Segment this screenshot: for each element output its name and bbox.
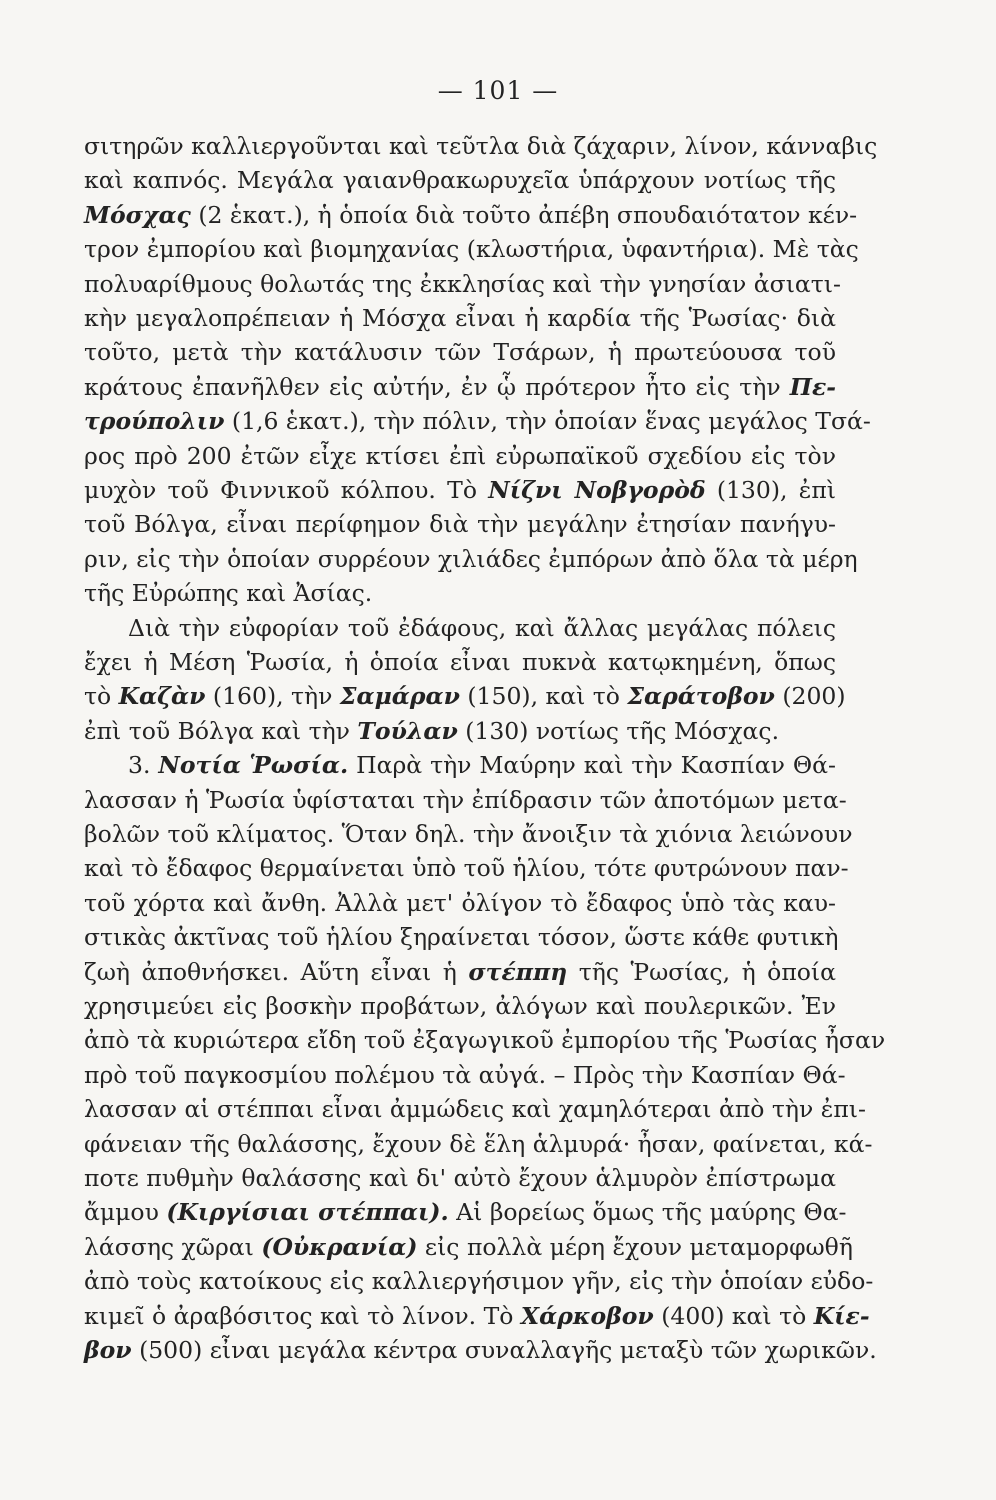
- text-span: ἀπὸ τὰ κυριώτερα εἴδη τοῦ ἐξαγωγικοῦ ἐμπορίου τῆς Ῥωσίας ἦσαν: [84, 1026, 886, 1055]
- text-span: λασσαν αἱ στέππαι εἶναι ἀμμώδεις καὶ χαμηλότεραι ἀπὸ τὴν ἐπι-: [84, 1095, 866, 1124]
- text-line: [84, 542, 858, 576]
- text-span: (130), ἐπὶ: [705, 476, 836, 504]
- emphasized-place-name: (Κιργίσιαι στέππαι).: [166, 1198, 449, 1227]
- text-span: πρὸ τοῦ παγκοσμίου πολέμου τὰ αὐγά. – Πρὸς τὴν Κασπίαν Θά-: [84, 1060, 846, 1089]
- emphasized-place-name: Μόσχας: [84, 200, 191, 229]
- text-line: [84, 232, 859, 266]
- text-line: [84, 507, 836, 541]
- page-number: — 101 —: [437, 76, 559, 105]
- emphasized-place-name: Σαράτοβον: [627, 682, 775, 711]
- text-line: [84, 439, 836, 473]
- text-line: [84, 198, 858, 232]
- emphasized-place-name: Πε-: [789, 372, 836, 401]
- emphasized-place-name: (Οὐκρανία): [261, 1232, 418, 1261]
- text-line: [84, 404, 871, 438]
- text-span: (2 ἑκατ.), ἡ ὁποία διὰ τοῦτο ἀπέβη σπουδαιότατον κέν-: [190, 200, 858, 229]
- text-span: σιτηρῶν καλλιεργοῦνται καὶ τεῦτλα διὰ ζάχαριν, λίνον, κάνναβις: [84, 132, 878, 160]
- emphasized-place-name: Κίε-: [813, 1301, 870, 1330]
- text-span: μυχὸν τοῦ Φιννικοῦ κόλπου. Τὸ: [84, 476, 489, 504]
- text-span: τῆς Εὐρώπης καὶ Ἀσίας.: [84, 579, 373, 608]
- text-line: [84, 645, 836, 679]
- text-line: [84, 473, 836, 507]
- text-line: [84, 1023, 886, 1057]
- text-line: [84, 886, 836, 920]
- text-line: [84, 370, 836, 404]
- text-span: χρησιμεύει εἰς βοσκὴν προβάτων, ἀλόγων καὶ πουλερικῶν. Ἐν: [84, 992, 836, 1020]
- text-line: [84, 679, 846, 713]
- text-span: βολῶν τοῦ κλίματος. Ὅταν δηλ. τὴν ἄνοιξιν τὰ χιόνια λειώνουν: [84, 820, 853, 848]
- text-line: [84, 1299, 870, 1333]
- emphasized-place-name: Τούλαν: [357, 716, 458, 745]
- text-line: [84, 1230, 853, 1264]
- text-line: [84, 955, 836, 989]
- text-span: κράτους ἐπανῆλθεν εἰς αὐτήν, ἐν ᾧ πρότερον ἦτο εἰς τὴν: [84, 372, 790, 401]
- text-span: Διὰ τὴν εὐφορίαν τοῦ ἐδάφους, καὶ ἄλλας μεγάλας πόλεις: [128, 613, 836, 642]
- text-span: λάσσης χῶραι: [84, 1232, 262, 1261]
- text-span: (400) καὶ τὸ: [653, 1301, 814, 1330]
- text-line: [84, 335, 836, 369]
- emphasized-place-name: Σαμάραν: [339, 682, 460, 711]
- text-line: [84, 1092, 866, 1126]
- text-line: [84, 129, 878, 163]
- text-span: ἔχει ἡ Μέση Ῥωσία, ἡ ὁποία εἶναι πυκνὰ κατῳκημένη, ὅπως: [84, 648, 836, 676]
- text-line: [84, 267, 841, 301]
- text-span: τρον ἐμπορίου καὶ βιομηχανίας (κλωστήρια, ὑφαντήρια). Μὲ τὰς: [84, 235, 859, 264]
- text-span: ριν, εἰς τὴν ὁποίαν συρρέουν χιλιάδες ἐμπόρων ἀπὸ ὅλα τὰ μέρη: [84, 544, 858, 573]
- text-span: κιμεῖ ὁ ἀραβόσιτος καὶ τὸ λίνον. Τὸ: [84, 1301, 521, 1330]
- text-line: [84, 1333, 877, 1367]
- text-span: ρος πρὸ 200 ἐτῶν εἶχε κτίσει ἐπὶ εὐρωπαϊκοῦ σχεδίου εἰς τὸν: [84, 441, 836, 470]
- emphasized-place-name: Καζὰν: [118, 682, 206, 711]
- text-span: τοῦ Βόλγα, εἶναι περίφημον διὰ τὴν μεγάλην ἐτησίαν πανήγυ-: [84, 510, 836, 539]
- text-line: [84, 163, 836, 197]
- text-line: [84, 989, 836, 1023]
- text-span: φάνειαν τῆς θαλάσσης, ἔχουν δὲ ἕλη ἁλμυρά· ἦσαν, φαίνεται, κά-: [84, 1129, 873, 1158]
- text-span: τοῦτο, μετὰ τὴν κατάλυσιν τῶν Τσάρων, ἡ πρωτεύουσα τοῦ: [84, 338, 836, 367]
- emphasized-place-name: Νοτία Ῥωσία.: [158, 751, 349, 780]
- text-span: (160), τὴν: [205, 682, 340, 711]
- text-line: [84, 783, 847, 817]
- text-line: [84, 817, 853, 851]
- text-line: [84, 576, 836, 610]
- text-line: [84, 851, 849, 885]
- text-span: (150), καὶ τὸ: [459, 682, 628, 711]
- text-span: τὸ: [84, 682, 119, 711]
- text-span: τῆς Ῥωσίας, ἡ ὁποία: [567, 957, 836, 986]
- text-span: στικὰς ἀκτῖνας τοῦ ἡλίου ξηραίνεται τόσον, ὥστε κάθε φυτικὴ: [84, 923, 839, 952]
- text-line: [84, 1264, 874, 1298]
- emphasized-place-name: Νίζνι Νοβγορὸδ: [488, 476, 706, 504]
- text-line: [128, 748, 836, 782]
- text-span: ζωὴ ἀποθνήσκει. Αὕτη εἶναι ἡ: [84, 957, 469, 986]
- text-span: κὴν μεγαλοπρέπειαν ἡ Μόσχα εἶναι ἡ καρδία τῆς Ῥωσίας· διὰ: [84, 304, 836, 332]
- text-line: [84, 1127, 873, 1161]
- text-line: [128, 611, 836, 645]
- emphasized-place-name: στέππη: [468, 957, 568, 986]
- text-span: Παρὰ τὴν Μαύρην καὶ τὴν Κασπίαν Θά-: [348, 751, 836, 780]
- text-span: (200): [774, 682, 846, 711]
- text-line: [84, 301, 836, 335]
- text-span: πολυαρίθμους θολωτάς της ἐκκλησίας καὶ τὴν γνησίαν ἀσιατι-: [84, 269, 841, 298]
- text-span: λασσαν ἡ Ῥωσία ὑφίσταται τὴν ἐπίδρασιν τῶν ἀποτόμων μετα-: [84, 785, 847, 814]
- text-span: καὶ τὸ ἔδαφος θερμαίνεται ὑπὸ τοῦ ἡλίου, τότε φυτρώνουν παν-: [84, 854, 849, 883]
- text-line: [84, 1161, 836, 1195]
- emphasized-place-name: βον: [84, 1336, 132, 1364]
- text-span: ἄμμου: [84, 1198, 167, 1227]
- text-span: 3.: [128, 751, 159, 780]
- emphasized-place-name: τρούπολιν: [84, 407, 225, 436]
- text-line: [84, 714, 836, 748]
- text-span: (130) νοτίως τῆς Μόσχας.: [457, 716, 780, 745]
- text-line: [84, 1058, 846, 1092]
- text-span: καὶ καπνός. Μεγάλα γαιανθρακωρυχεῖα ὑπάρχουν νοτίως τῆς: [84, 166, 836, 195]
- text-line: [84, 1195, 847, 1229]
- text-line: [84, 920, 839, 954]
- text-span: εἰς πολλὰ μέρη ἔχουν μεταμορφωθῆ: [417, 1232, 853, 1261]
- text-span: (500) εἶναι μεγάλα κέντρα συναλλαγῆς μεταξὺ τῶν χωρικῶν.: [131, 1336, 877, 1364]
- emphasized-place-name: Χάρκοβον: [520, 1301, 654, 1330]
- text-span: ποτε πυθμὴν θαλάσσης καὶ δι' αὐτὸ ἔχουν ἁλμυρὸν ἐπίστρωμα: [84, 1164, 836, 1192]
- text-span: Αἱ βορείως ὅμως τῆς μαύρης Θα-: [448, 1198, 847, 1227]
- text-span: ἐπὶ τοῦ Βόλγα καὶ τὴν: [84, 716, 358, 745]
- text-span: τοῦ χόρτα καὶ ἄνθη. Ἀλλὰ μετ' ὀλίγον τὸ ἔδαφος ὑπὸ τὰς καυ-: [84, 888, 836, 917]
- text-span: (1,6 ἑκατ.), τὴν πόλιν, τὴν ὁποίαν ἕνας μεγάλος Τσά-: [224, 407, 871, 436]
- text-span: ἀπὸ τοὺς κατοίκους εἰς καλλιεργήσιμον γῆν, εἰς τὴν ὁποίαν εὐδο-: [84, 1267, 874, 1296]
